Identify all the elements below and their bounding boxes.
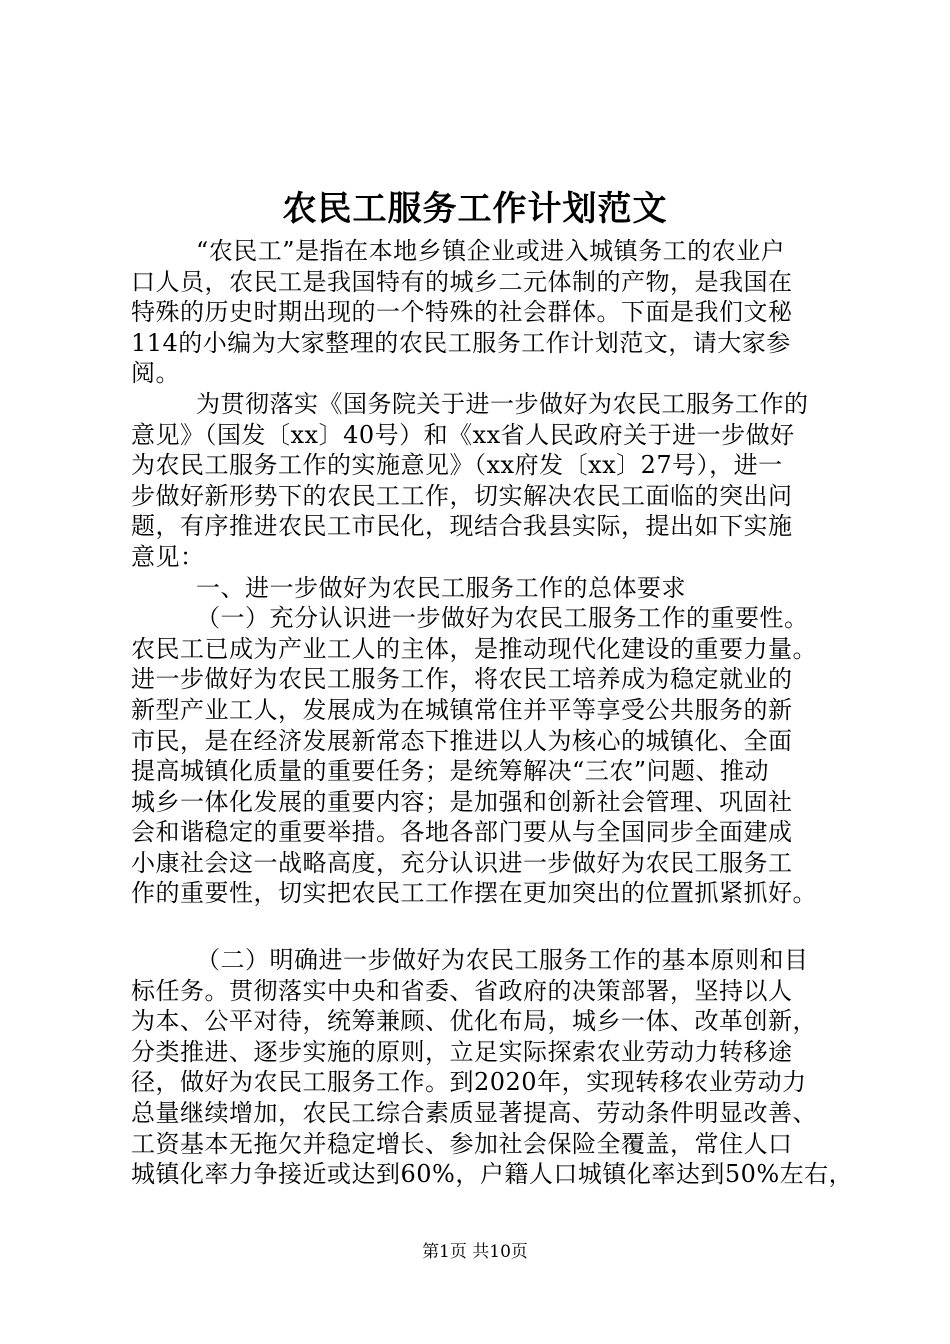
- text-line: 为本、公平对待，统筹兼顾、优化布局，城乡一体、改革创新，: [131, 1007, 817, 1036]
- page-number-footer: 第1页 共10页: [422, 1242, 528, 1262]
- text-line: “农民工”是指在本地乡镇企业或进入城镇务工的农业户: [131, 237, 786, 265]
- text-line: 题，有序推进农民工市民化，现结合我县实际，提出如下实施: [131, 512, 793, 541]
- text-block-2: [131, 945, 854, 1190]
- document-body: [131, 236, 854, 1190]
- document-title: 农民工服务工作计划范文: [282, 189, 668, 229]
- paragraph-gap: [131, 909, 851, 945]
- text-line: 为农民工服务工作的实施意见》（xx府发〔xx〕27号），进一: [131, 451, 783, 480]
- text-line: 作的重要性，切实把农民工工作摆在更加突出的位置抓紧抓好。: [131, 879, 817, 908]
- text-line: （一）充分认识进一步做好为农民工服务工作的重要性。: [131, 604, 809, 633]
- text-line: 分类推进、逐步实施的原则，立足实际探索农业劳动力转移途: [131, 1037, 793, 1066]
- text-block-1: [131, 236, 851, 909]
- text-line: 意见：: [131, 542, 205, 571]
- text-line: 总量继续增加，农民工综合素质显著提高、劳动条件明显改善、: [131, 1099, 817, 1128]
- text-line: 会和谐稳定的重要举措。各地各部门要从与全国同步全面建成: [131, 818, 793, 847]
- text-line: 城镇化率力争接近或达到60%，户籍人口城镇化率达到50%左右，: [131, 1160, 854, 1189]
- text-line: 径，做好为农民工服务工作。到2020年，实现转移农业劳动力: [131, 1068, 807, 1097]
- text-line: 新型产业工人，发展成为在城镇常住并平等享受公共服务的新: [131, 695, 793, 724]
- text-line: 阅。: [131, 359, 180, 388]
- text-line: 标任务。贯彻落实中央和省委、省政府的决策部署，坚持以人: [131, 976, 793, 1005]
- text-line: 进一步做好为农民工服务工作，将农民工培养成为稳定就业的: [131, 665, 793, 694]
- text-line: 农民工已成为产业工人的主体，是推动现代化建设的重要力量。: [131, 634, 817, 663]
- text-line: 意见》（国发〔xx〕40号）和《xx省人民政府关于进一步做好: [131, 420, 795, 449]
- text-line: 特殊的历史时期出现的一个特殊的社会群体。下面是我们文秘: [131, 298, 793, 327]
- text-line: 市民，是在经济发展新常态下推进以人为核心的城镇化、全面: [131, 726, 793, 755]
- text-line: 提高城镇化质量的重要任务；是统筹解决“三农”问题、推动: [131, 757, 770, 786]
- text-line: 工资基本无拖欠并稳定增长、参加社会保险全覆盖，常住人口: [131, 1129, 793, 1158]
- text-line: 口人员，农民工是我国特有的城乡二元体制的产物，是我国在: [131, 267, 793, 296]
- section-heading: 一、进一步做好为农民工服务工作的总体要求: [131, 573, 687, 602]
- text-line: 小康社会这一战略高度，充分认识进一步做好为农民工服务工: [131, 848, 793, 877]
- text-line: 步做好新形势下的农民工工作，切实解决农民工面临的突出问: [131, 481, 793, 510]
- text-line: 城乡一体化发展的重要内容；是加强和创新社会管理、巩固社: [131, 787, 793, 816]
- text-line: （二）明确进一步做好为农民工服务工作的基本原则和目: [131, 946, 809, 975]
- text-line: 为贯彻落实《国务院关于进一步做好为农民工服务工作的: [131, 389, 809, 418]
- text-line: 114的小编为大家整理的农民工服务工作计划范文，请大家参: [131, 328, 791, 357]
